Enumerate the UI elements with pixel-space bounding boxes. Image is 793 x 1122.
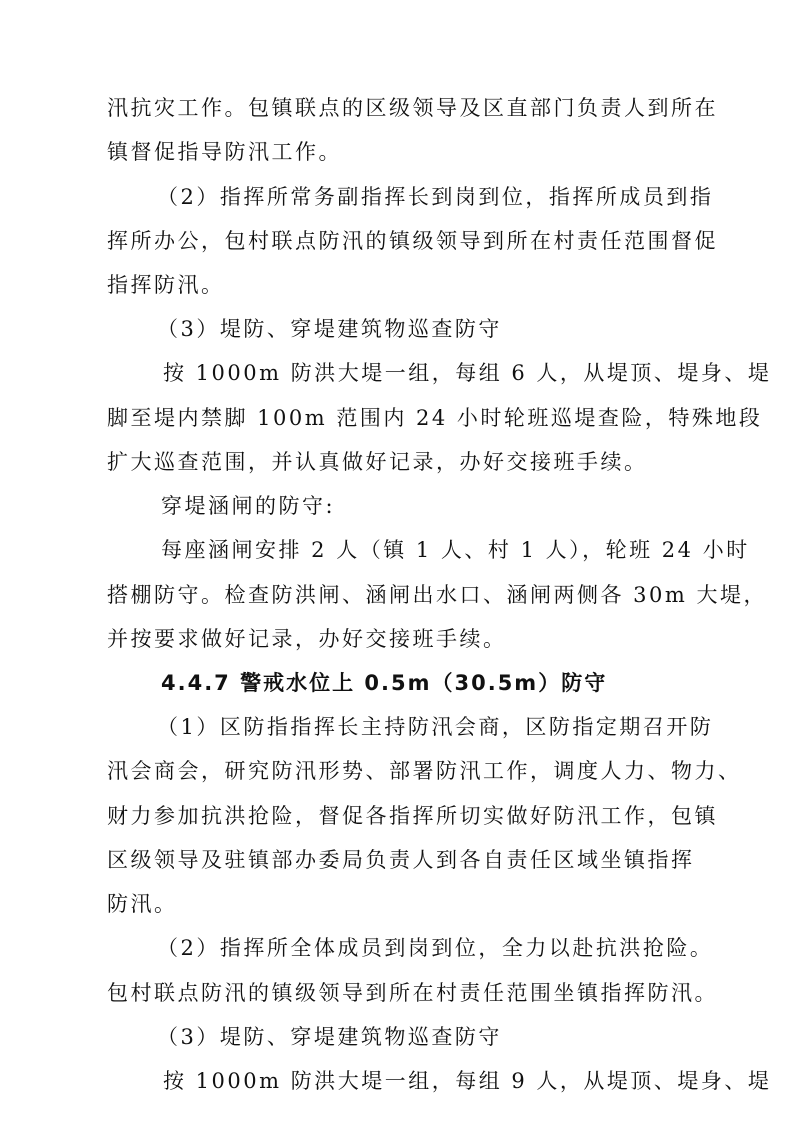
section-heading: 4.4.7 警戒水位上 0.5m（30.5m）防守 xyxy=(161,671,608,695)
text-line: （2）指挥所常务副指挥长到岗到位，指挥所成员到指 xyxy=(157,185,714,209)
text-line: （1）区防指指挥长主持防汛会商，区防指定期召开防 xyxy=(157,715,714,739)
text-line: 脚至堤内禁脚 100m 范围内 24 小时轮班巡堤查险，特殊地段 xyxy=(107,406,763,430)
text-line: 镇督促指导防汛工作。 xyxy=(107,140,342,164)
text-line: 包村联点防汛的镇级领导到所在村责任范围坐镇指挥防汛。 xyxy=(107,981,718,1005)
section-subheading: （3）堤防、穿堤建筑物巡查防守 xyxy=(157,1025,502,1049)
text-line: 并按要求做好记录，办好交接班手续。 xyxy=(107,627,507,651)
section-subheading: （3）堤防、穿堤建筑物巡查防守 xyxy=(157,317,502,341)
text-line: 每座涵闸安排 2 人（镇 1 人、村 1 人），轮班 24 小时 xyxy=(161,538,750,562)
text-line: 挥所办公，包村联点防汛的镇级领导到所在村责任范围督促 xyxy=(107,229,718,253)
text-line: （2）指挥所全体成员到岗到位，全力以赴抗洪抢险。 xyxy=(157,936,714,960)
text-line: 区级领导及驻镇部办委局负责人到各自责任区域坐镇指挥 xyxy=(107,848,695,872)
text-line: 按 1000m 防洪大堤一组，每组 6 人，从堤顶、堤身、堤 xyxy=(163,361,772,385)
text-line: 穿堤涵闸的防守: xyxy=(161,494,336,518)
text-line: 汛会商会，研究防汛形势、部署防汛工作，调度人力、物力、 xyxy=(107,759,742,783)
text-line: 财力参加抗洪抢险，督促各指挥所切实做好防汛工作，包镇 xyxy=(107,804,718,828)
text-line: 指挥防汛。 xyxy=(107,273,225,297)
text-line: 扩大巡查范围，并认真做好记录，办好交接班手续。 xyxy=(107,450,648,474)
text-line: 汛抗灾工作。包镇联点的区级领导及区直部门负责人到所在 xyxy=(107,96,718,120)
text-line: 搭棚防守。检查防洪闸、涵闸出水口、涵闸两侧各 30m 大堤， xyxy=(107,583,767,607)
text-line: 防汛。 xyxy=(107,892,178,916)
text-line: 按 1000m 防洪大堤一组，每组 9 人，从堤顶、堤身、堤 xyxy=(163,1069,772,1093)
